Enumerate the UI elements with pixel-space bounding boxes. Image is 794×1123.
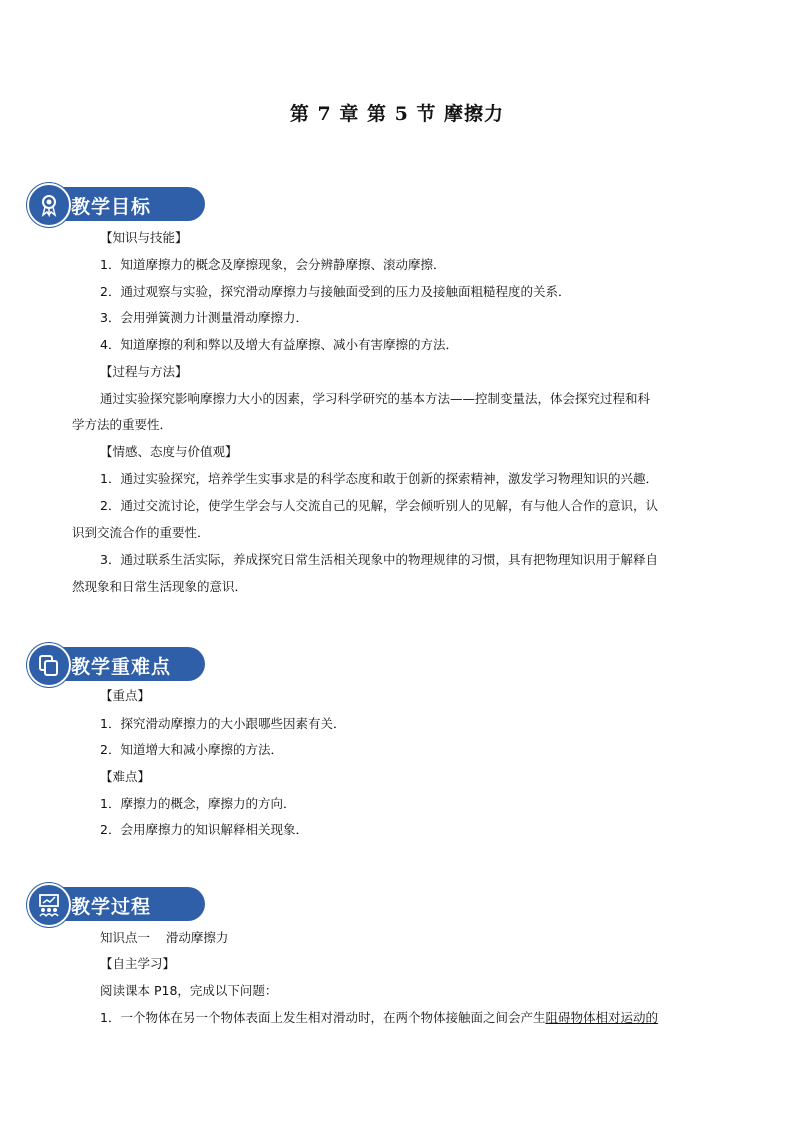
section-title: 教学重难点 [71,656,172,678]
paragraph-line: 识到交流合作的重要性． [72,525,210,540]
subheading: 【知识与技能】 [100,230,188,245]
paragraph-line: 然现象和日常生活现象的意识． [72,579,248,594]
list-item: 3．通过联系生活实际，养成探究日常生活相关现象中的物理规律的习惯，具有把物理知识用于解释自 [100,552,658,567]
list-item: 1．知道摩擦力的概念及摩擦现象，会分辨静摩擦、滚动摩擦． [100,257,446,272]
paragraph-line: 阅读课本 P18，完成以下问题： [100,983,278,998]
question-text: 1．一个物体在另一个物体表面上发生相对滑动时，在两个物体接触面之间会产生 [100,1010,546,1025]
subheading: 【自主学习】 [100,956,176,971]
list-item: 2．知道增大和减小摩擦的方法． [100,742,283,757]
knowledge-point: 知识点一 滑动摩擦力 [100,930,229,945]
subheading: 【过程与方法】 [100,364,188,379]
section-title: 教学过程 [71,896,152,918]
subheading: 【重点】 [100,688,151,703]
section-title: 教学目标 [71,196,152,218]
list-item: 2．会用摩擦力的知识解释相关现象． [100,822,308,837]
paragraph-line: 通过实验探究影响摩擦力大小的因素，学习科学研究的基本方法——控制变量法，体会探究过程和科 [100,391,651,406]
list-item: 3．会用弹簧测力计测量滑动摩擦力． [100,310,308,325]
list-item: 1．摩擦力的概念，摩擦力的方向． [100,796,296,811]
subheading: 【难点】 [100,769,151,784]
list-item: 2．通过交流讨论，使学生学会与人交流自己的见解，学会倾听别人的见解，有与他人合作的意识，认 [100,498,658,513]
page-title: 第 7 章 第 5 节 摩擦力 [289,103,505,125]
question-line [100,1010,658,1026]
award-icon [27,183,71,227]
list-item: 2．通过观察与实验，探究滑动摩擦力与接触面受到的压力及接触面粗糙程度的关系． [100,284,571,299]
list-item: 1．探究滑动摩擦力的大小跟哪些因素有关． [100,716,346,731]
list-item: 1．通过实验探究，培养学生实事求是的科学态度和敢于创新的探索精神，激发学习物理知识的兴趣． [100,471,658,486]
underlined-answer: 阻碍物体相对运动的 [545,1010,658,1025]
list-item: 4．知道摩擦的利和弊以及增大有益摩擦、减小有害摩擦的方法． [100,337,458,352]
documents-icon [27,643,71,687]
subheading: 【情感、态度与价值观】 [100,444,238,459]
presentation-icon [27,883,71,927]
paragraph-line: 学方法的重要性． [72,417,173,432]
